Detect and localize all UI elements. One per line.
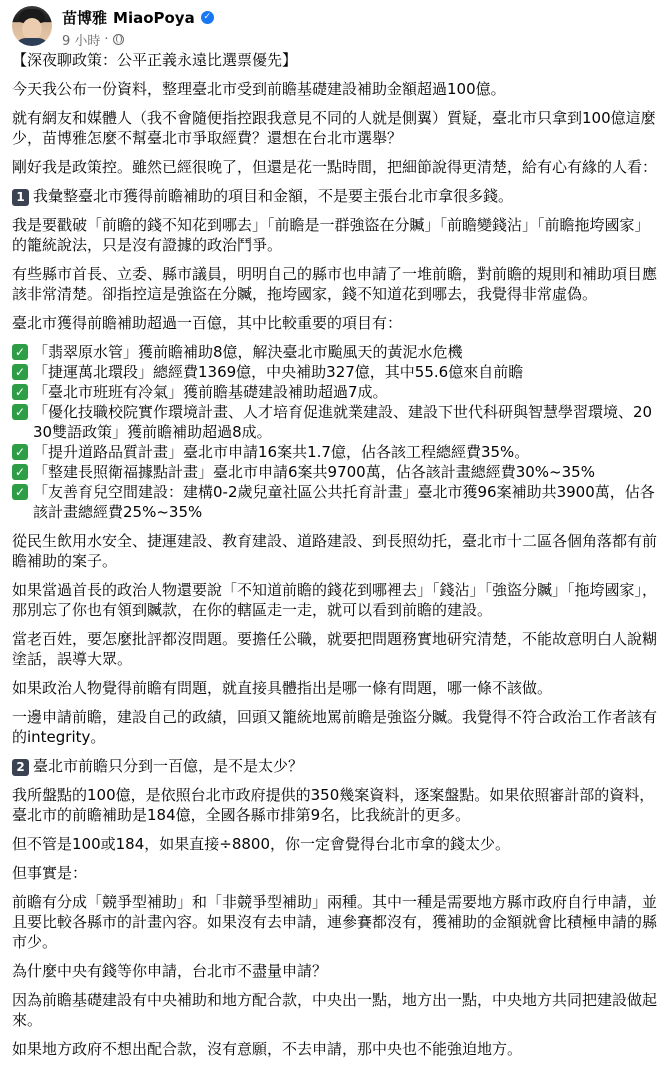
- list-item: ✓ 「臺北市班班有冷氣」獲前瞻基礎建設補助超過7成。: [12, 382, 660, 402]
- post-paragraph: 臺北市獲得前瞻補助超過一百億，其中比較重要的項目有：: [12, 314, 403, 332]
- post-paragraph: 當老百姓，要怎麼批評都沒問題。要擔任公職，就要把問題務實地研究清楚，不能故意明白人說糊塗話，誤導大眾。: [12, 630, 658, 668]
- list-item: ✓ 「整建長照衛福據點計畫」臺北市申請6案共9700萬，佔各該計畫總經費30%~35%: [12, 462, 660, 482]
- check-mark-icon: ✓: [12, 384, 28, 400]
- post-body: [12, 50, 660, 1068]
- author-handle[interactable]: MiaoPoya: [113, 8, 195, 27]
- list-item: ✓ 「捷運萬北環段」總經費1369億，中央補助327億，其中55.6億來自前瞻: [12, 362, 660, 382]
- post-paragraph: 但不管是100或184，如果直接÷8800，你一定會覺得台北市拿的錢太少。: [12, 835, 511, 853]
- post-paragraph: 就有網友和媒體人（我不會隨便指控跟我意見不同的人就是側翼）質疑，臺北市只拿到100億這麼少，苗博雅怎麼不幫臺北市爭取經費？還想在台北市選舉？: [12, 109, 656, 147]
- post-paragraph: 一邊申請前瞻，建設自己的政績，回頭又籠統地罵前瞻是強盜分贓。我覺得不符合政治工作者該有的integrity。: [12, 708, 658, 746]
- post-paragraph: 前瞻有分成「競爭型補助」和「非競爭型補助」兩種。其中一種是需要地方縣市政府自行申請，並且要比較各縣市的計畫內容。如果沒有去申請，連參賽都沒有，獲補助的金額就會比積極申請的縣市少。: [12, 893, 658, 951]
- keycap-two-icon: 2: [12, 759, 29, 776]
- check-mark-icon: ✓: [12, 364, 28, 380]
- globe-icon[interactable]: [113, 34, 124, 45]
- author-name[interactable]: 苗博雅: [62, 9, 108, 27]
- post-paragraph: 我是要戳破「前瞻的錢不知花到哪去」「前瞻是一群強盜在分贓」「前瞻變錢沾」「前瞻拖垮國家」的籠統說法，只是沒有證據的政治鬥爭。: [12, 216, 650, 254]
- post-paragraph: 如果當過首長的政治人物還要說「不知道前瞻的錢花到哪裡去」「錢沾」「強盜分贓」「拖垮國家」，那別忘了你也有領到贓款，在你的轄區走一走，就可以看到前瞻的建設。: [12, 581, 658, 619]
- verified-badge-icon: ✓: [201, 11, 214, 24]
- post-paragraph: 我所盤點的100億，是依照台北市政府提供的350幾案資料，逐案盤點。如果依照審計部的資料，臺北市的前瞻補助是184億，全國各縣市排第9名，比我統計的更多。: [12, 786, 655, 824]
- post-title: 【深夜聊政策：公平正義永遠比選票優先】: [12, 51, 298, 69]
- list-item: ✓ 「提升道路品質計畫」臺北市申請16案共1.7億，佔各該工程總經費35%。: [12, 442, 660, 462]
- check-mark-icon: ✓: [12, 484, 28, 500]
- post-paragraph: 有些縣市首長、立委、縣市議員，明明自己的縣市也申請了一堆前瞻，對前瞻的規則和補助項目應該非常清楚。卻指控這是強盜在分贓，拖垮國家，錢不知道花到哪去，我覺得非常虛偽。: [12, 265, 658, 303]
- avatar[interactable]: [12, 6, 52, 46]
- section-heading-2: [12, 756, 660, 776]
- post-paragraph: 剛好我是政策控。雖然已經很晚了，但還是花一點時間，把細節說得更清楚，給有心有緣的人看：: [12, 158, 658, 176]
- post-paragraph: 今天我公布一份資料，整理臺北市受到前瞻基礎建設補助金額超過100億。: [12, 80, 506, 98]
- post-paragraph: 為什麼中央有錢等你申請，台北市不盡量申請？: [12, 962, 328, 980]
- author-info: 苗博雅 MiaoPoya ✓ 9 小時 ·: [62, 7, 214, 49]
- post-time[interactable]: 9 小時: [62, 34, 101, 49]
- project-checklist: [12, 342, 660, 522]
- section-heading-text: 我彙整臺北市獲得前瞻補助的項目和金額，不是要主張台北市拿很多錢。: [33, 187, 514, 205]
- post-header: [12, 6, 652, 49]
- list-item: ✓ 「翡翠原水管」獲前瞻補助8億，解決臺北市颱風天的黃泥水危機: [12, 342, 660, 362]
- check-mark-icon: ✓: [12, 404, 28, 420]
- post-paragraph: 從民生飲用水安全、捷運建設、教育建設、道路建設、到長照幼托，臺北市十二區各個角落都有前瞻補助的案子。: [12, 532, 658, 570]
- post-paragraph: 但事實是：: [12, 864, 88, 882]
- post-paragraph: 如果政治人物覺得前瞻有問題，就直接具體指出是哪一條有問題，哪一條不該做。: [12, 679, 553, 697]
- keycap-one-icon: 1: [12, 189, 29, 206]
- check-mark-icon: ✓: [12, 344, 28, 360]
- list-item: ✓ 「優化技職校院實作環境計畫、人才培育促進就業建設、建設下世代科研與智慧學習環境、2030雙語政策」獲前瞻補助超過8成。: [12, 402, 660, 442]
- section-heading-text: 臺北市前瞻只分到一百億，是不是太少？: [33, 757, 304, 775]
- list-item: ✓ 「友善育兒空間建設：建構0-2歲兒童社區公共托育計畫」臺北市獲96案補助共3900萬，佔各該計畫總經費25%~35%: [12, 482, 660, 522]
- check-mark-icon: ✓: [12, 464, 28, 480]
- check-mark-icon: ✓: [12, 444, 28, 460]
- post-paragraph: 因為前瞻基礎建設有中央補助和地方配合款，中央出一點，地方出一點，中央地方共同把建設做起來。: [12, 991, 658, 1029]
- section-heading-1: [12, 186, 660, 206]
- post-paragraph: 如果地方政府不想出配合款，沒有意願，不去申請，那中央也不能強迫地方。: [12, 1040, 523, 1058]
